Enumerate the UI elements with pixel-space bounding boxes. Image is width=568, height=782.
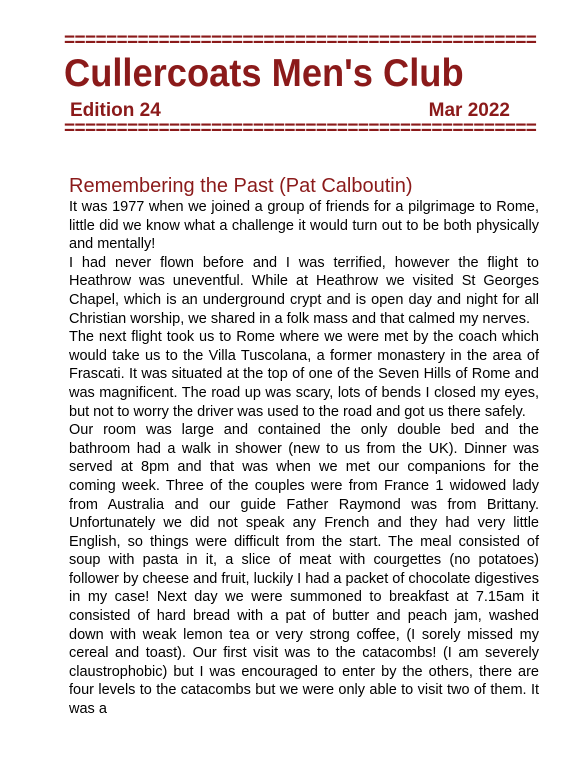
top-rule: ============================================= xyxy=(64,34,537,48)
bottom-rule: ============================================= xyxy=(64,122,537,136)
issue-date: Mar 2022 xyxy=(428,100,510,121)
article-paragraph-2: I had never flown before and I was terrified, however the flight to Heathrow was uneventful. While at Heathrow we visited St Georges Chapel, which is an underground crypt and is open day and night for all Christian worship, we shared in a folk mass and that calmed my nerves. xyxy=(69,254,539,327)
masthead xyxy=(64,34,538,136)
article-paragraph-3: The next flight took us to Rome where we were met by the coach which would take us to the Villa Tuscolana, a former monastery in the area of Frascati. It was situated at the top of one of the Seven Hills of Rome and was magnificent. The road up was scary, lots of bends I closed my eyes, but not to worry the driver was used to the road and got us there safely. xyxy=(69,329,539,420)
article xyxy=(69,174,539,719)
club-title: Cullercoats Men's Club xyxy=(64,52,464,95)
edition-row xyxy=(64,100,516,122)
article-paragraph-1: It was 1977 when we joined a group of friends for a pilgrimage to Rome, little did we know what a challenge it would turn out to be both physically and mentally! xyxy=(69,199,539,253)
article-title: Remembering the Past (Pat Calboutin) xyxy=(69,175,413,197)
article-paragraph-4: Our room was large and contained the only double bed and the bathroom had a walk in shower (new to us from the UK). Dinner was served at 8pm and that was when we met our companions for the coming week. Three of the couples were from France 1 widowed lady from Australia and our guide Father Raymond was from Brittany. Unfortunately we did not speak any French and they had very little English, so things were difficult from the start. The meal consisted of soup with pasta in it, a slice of meat with courgettes (no potatoes) follower by cheese and fruit, luckily I had a packet of chocolate digestives in my case! Next day we were summoned to breakfast at 7.15am it consisted of hard bread with a pat of butter and peach jam, washed down with weak lemon tea or very strong coffee, (I sorely missed my cereal and toast). Our first visit was to the catacombs! (I am severely claustrophobic) but I was encouraged to enter by the others, there are four levels to the catacombs but we were only able to visit two of them. It was a xyxy=(69,422,539,718)
edition-label: Edition 24 xyxy=(70,100,161,121)
